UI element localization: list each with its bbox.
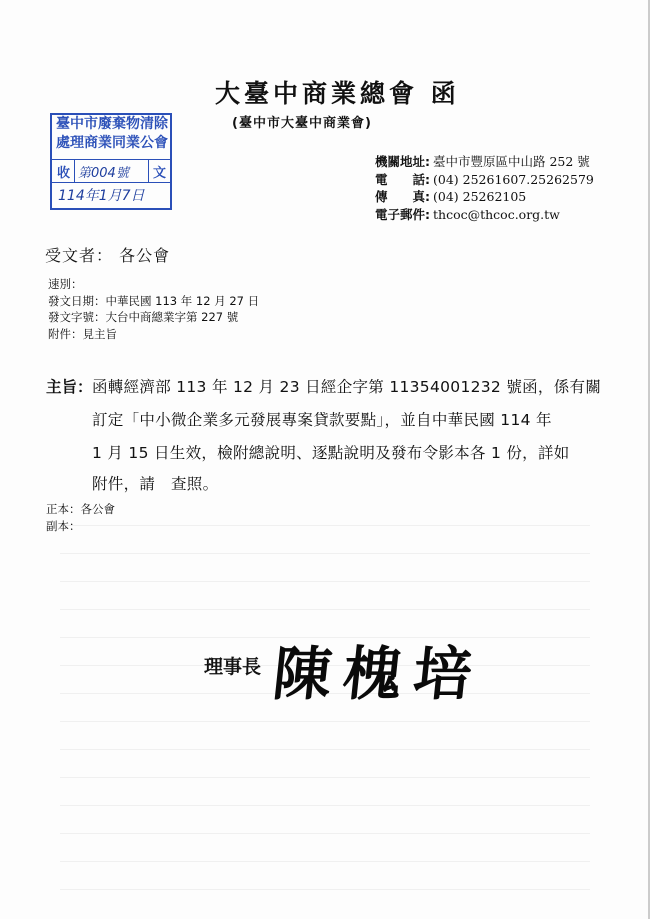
stamp-org-line1: 臺中市廢棄物清除 <box>56 116 168 132</box>
copies-block <box>46 501 115 534</box>
meta-speed: 速別： <box>48 277 83 291</box>
stamp-date: 114年1月7日 <box>58 188 145 204</box>
subject-line-3: 1 月 15 日生效，檢附總說明、逐點說明及發布令影本各 1 份，詳如 <box>92 444 570 462</box>
signature-title: 理事長 <box>204 656 262 678</box>
recipient: 受文者： 各公會 <box>45 246 171 265</box>
stamp-recv-label: 收 <box>57 166 71 181</box>
receipt-stamp <box>50 113 172 210</box>
contact-email: 電子郵件: thcoc@thcoc.org.tw <box>375 206 560 222</box>
stamp-receipt-row <box>52 159 170 182</box>
meta-attachment: 附件：見主旨 <box>48 326 117 341</box>
copies-cc: 副本： <box>46 518 81 533</box>
subject-label: 主旨： <box>46 378 93 396</box>
contact-address: 機關地址: 臺中市豐原區中山路 252 號 <box>375 154 590 169</box>
document-subtitle: (臺中市大臺中商業會) <box>232 116 372 131</box>
contact-phone: 電 話: (04) 25261607.25262579 <box>375 171 594 187</box>
contact-fax: 傳 真: (04) 25262105 <box>375 189 527 204</box>
signature-name: 陳槐培 <box>269 640 488 708</box>
subject-line-4: 附件，請 查照。 <box>92 475 219 493</box>
subject-line-1: 函轉經濟部 113 年 12 月 23 日經企字第 11354001232 號函，係有關 <box>92 378 602 396</box>
meta-reference: 發文字號：大台中商總業字第 227 號 <box>48 310 239 324</box>
copies-main: 正本：各公會 <box>46 502 115 516</box>
stamp-recv-number: 第004號 <box>78 166 129 181</box>
meta-date: 發文日期：中華民國 113 年 12 月 27 日 <box>48 293 260 308</box>
document-title: 大臺中商業總會 函 <box>215 79 460 108</box>
stamp-recv-suffix: 文 <box>153 166 167 181</box>
stamp-org-line2: 處理商業同業公會 <box>56 135 168 151</box>
stamp-date-row <box>52 182 170 205</box>
stamp-grid <box>52 159 170 205</box>
subject-line-2: 訂定「中小微企業多元發展專案貸款要點」，並自中華民國 114 年 <box>92 411 552 429</box>
document-meta <box>48 276 259 342</box>
contact-block <box>375 153 594 223</box>
